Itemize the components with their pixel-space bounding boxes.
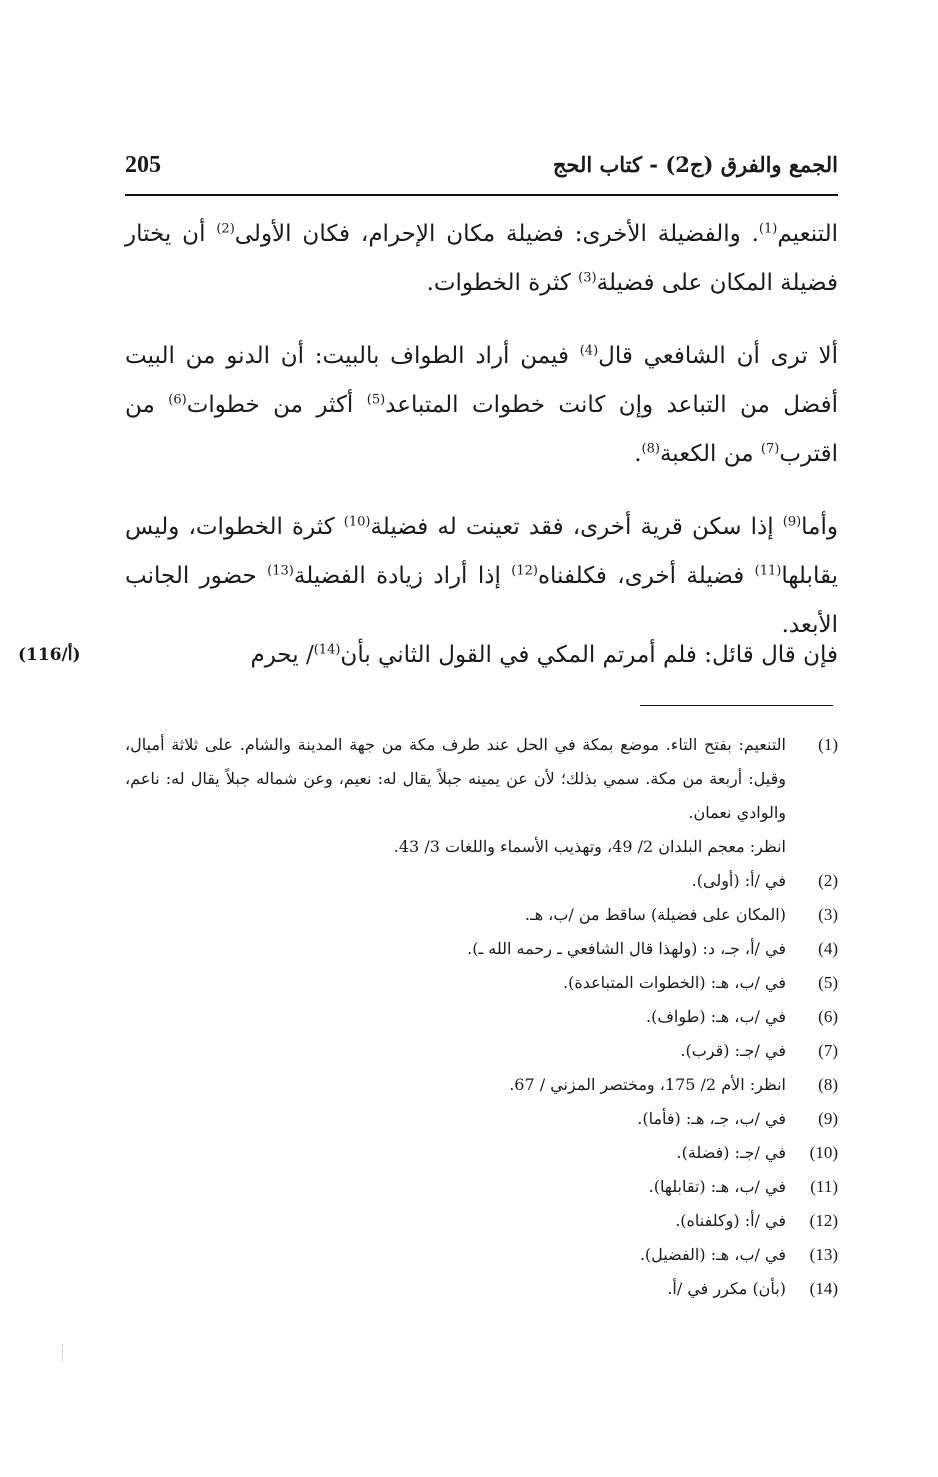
running-title: الجمع والفرق (ج2) - كتاب الحج — [552, 152, 838, 177]
footnote-item — [125, 1238, 838, 1272]
body-paragraph — [125, 332, 838, 479]
footnote-text: في /أ: (وكلفناه). — [675, 1211, 786, 1230]
footnote-text: (بأن) مكرر في /أ. — [667, 1279, 786, 1298]
footnote-number: (10) — [809, 1143, 838, 1162]
running-header — [125, 152, 838, 190]
footnote-marker: (3) — [578, 270, 597, 286]
page-number: 205 — [125, 152, 161, 178]
footnote-item — [125, 1204, 838, 1238]
footnote-item — [125, 1000, 838, 1034]
footnote-text: في /ب، هـ: (تقابلها). — [648, 1177, 786, 1196]
footnote-number: (14) — [809, 1279, 838, 1298]
footnote-text: (المكان على فضيلة) ساقط من /ب، هـ. — [524, 905, 786, 924]
footnote-text: في /أ، جـ، د: (ولهذا قال الشافعي ـ رحمه الله ـ). — [467, 939, 786, 958]
footnote-number: (2) — [818, 871, 838, 890]
header-rule — [125, 194, 838, 196]
footnote-item — [125, 1068, 838, 1102]
text-run: ألا ترى أن الشافعي قال — [598, 343, 838, 369]
text-run: فإن قال قائل: فلم أمرتم المكي في القول الثاني بأن — [340, 642, 838, 668]
text-run: فيمن أراد الطواف بالبيت: أن الدنو من البيت أفضل من التباعد وإن كانت خطوات المتباعد — [125, 343, 839, 418]
text-run: من اقترب — [125, 392, 838, 467]
footnote-number: (7) — [818, 1041, 838, 1060]
continuation-line — [18, 631, 838, 681]
text-run: أن يختار فضيلة المكان على فضيلة — [125, 221, 838, 296]
footnote-marker: (4) — [579, 343, 599, 359]
footnote-number: (3) — [818, 905, 838, 924]
footnote-text: في /ب، جـ، هـ: (فأما). — [637, 1109, 786, 1128]
footnote-number: (12) — [809, 1211, 838, 1230]
text-run: إذا أراد زيادة الفضيلة — [293, 563, 512, 589]
footnote-item — [125, 932, 838, 966]
footnote-reference: انظر: معجم البلدان 2/ 49، وتهذيب الأسماء واللغات 3/ 43. — [393, 837, 786, 856]
text-run: كثرة الخطوات، وليس يقابلها — [125, 514, 838, 589]
footnote-text: في /ب، هـ: (الخطوات المتباعدة). — [562, 973, 786, 992]
footnote-item — [125, 1034, 838, 1068]
footnote-item — [125, 966, 838, 1000]
footnote-item — [125, 1170, 838, 1204]
footnote-marker: (8) — [641, 441, 660, 457]
body-paragraph — [125, 210, 838, 308]
footnote-marker: (14) — [313, 642, 341, 658]
footnote-number: (4) — [818, 939, 838, 958]
text-run: إذا سكن قرية أخرى، فقد تعينت له فضيلة — [370, 514, 783, 540]
footnote-marker: (11) — [754, 563, 782, 579]
footnote-number: (5) — [818, 973, 838, 992]
footnotes — [125, 728, 838, 1306]
text-run: . — [634, 441, 642, 467]
manuscript-margin-ref: (116/أ) — [18, 645, 81, 665]
text-run: حضور الجانب الأبعد. — [125, 563, 838, 638]
footnote-item — [125, 728, 838, 864]
footnote-item — [125, 1136, 838, 1170]
footnote-text: انظر: الأم 2/ 175، ومختصر المزني / 67. — [509, 1075, 786, 1094]
footnote-rule — [640, 705, 833, 706]
footnote-text: في /ب، هـ: (الفضيل). — [639, 1245, 786, 1264]
footnote-text: في /أ: (أولى). — [691, 871, 786, 890]
footnote-item — [125, 898, 838, 932]
footnote-text: في /جـ: (قرب). — [680, 1041, 786, 1060]
footnote-text: في /ب، هـ: (طواف). — [646, 1007, 786, 1026]
footnote-marker: (9) — [782, 514, 802, 530]
footnote-marker: (12) — [511, 563, 538, 579]
text-run: التنعيم — [777, 221, 838, 247]
footnote-item — [125, 1272, 838, 1306]
scan-speck — [62, 1344, 65, 1362]
text-run: فضيلة أخرى، فكلفناه — [537, 563, 755, 589]
footnote-number: (9) — [818, 1109, 838, 1128]
footnote-number: (8) — [818, 1075, 838, 1094]
footnote-number: (11) — [810, 1177, 838, 1196]
main-text — [125, 210, 838, 674]
text-run: / يحرم — [250, 642, 314, 668]
text-run: وأما — [801, 514, 838, 540]
footnote-marker: (6) — [168, 392, 187, 408]
footnote-text: التنعيم: بفتح التاء. موضع بمكة في الحل عند طرف مكة من جهة المدينة والشام. على ثلاثة أميال، وقيل: أربعة من مكة. سمي بذلك؛ لأن عن يمينه جبلاً يقال له: نعيم، وعن شماله جبلاً يقال له: ناعم، والوادي نعمان. — [125, 735, 787, 822]
text-run: كثرة الخطوات. — [426, 270, 579, 296]
footnote-marker: (13) — [267, 563, 294, 579]
footnote-marker: (1) — [758, 221, 778, 237]
text-run: من الكعبة — [659, 441, 761, 467]
footnote-item — [125, 864, 838, 898]
footnote-number: (1) — [818, 735, 838, 754]
footnote-text: في /جـ: (فضلة). — [676, 1143, 786, 1162]
body-paragraph — [125, 503, 838, 650]
text-run: . والفضيلة الأخرى: فضيلة مكان الإحرام، فكان الأولى — [234, 221, 759, 247]
footnote-marker: (2) — [216, 221, 235, 237]
footnote-number: (6) — [818, 1007, 838, 1026]
text-run: أكثر من خطوات — [186, 392, 367, 418]
footnote-marker: (10) — [343, 514, 371, 530]
footnote-marker: (7) — [760, 441, 780, 457]
footnote-marker: (5) — [366, 392, 386, 408]
footnote-item — [125, 1102, 838, 1136]
footnote-number: (13) — [809, 1245, 838, 1264]
continuation-text — [250, 631, 838, 680]
